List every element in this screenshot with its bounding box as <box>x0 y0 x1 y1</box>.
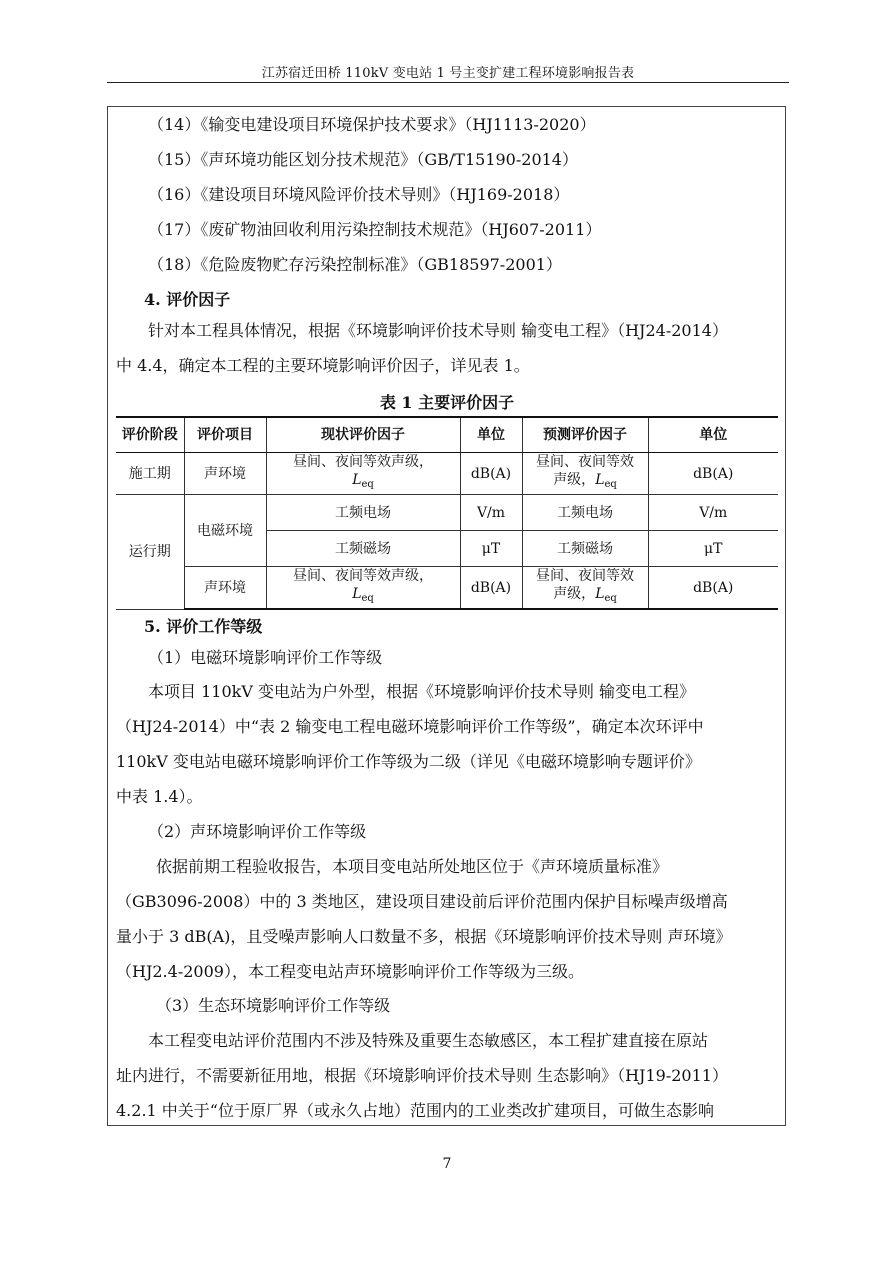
factor-text-2: 声级，$L_{eq}$ <box>553 586 617 604</box>
subsection-title: （1）电磁环境影响评价工作等级 <box>148 648 383 667</box>
factor-text: 昼间、夜间等效声级， <box>293 454 433 470</box>
paragraph-line: 依据前期工程验收报告，本项目变电站所处地区位于《声环境质量标准》 <box>156 857 669 876</box>
section-heading: 4. 评价因子 <box>144 290 231 309</box>
header-stage: 评价阶段 <box>116 417 184 453</box>
paragraph-line: 址内进行，不需要新征用地，根据《环境影响评价技术导则 生态影响》（HJ19-2011） <box>116 1066 728 1085</box>
header-item: 评价项目 <box>184 417 266 453</box>
cell-unit: μT <box>460 531 522 567</box>
cell-stage: 施工期 <box>116 453 184 495</box>
ref-item: （14）《输变电建设项目环境保护技术要求》（HJ1113-2020） <box>148 115 596 134</box>
header-unit: 单位 <box>460 417 522 453</box>
cell-predicted-factor <box>522 567 648 610</box>
table-row <box>116 453 778 495</box>
table-header-row <box>116 417 778 453</box>
subsection-title: （2）声环境影响评价工作等级 <box>148 822 367 841</box>
cell-predicted-factor: 工频磁场 <box>522 531 648 567</box>
table-row <box>116 567 778 610</box>
paragraph-line: 本工程变电站评价范围内不涉及特殊及重要生态敏感区，本工程扩建直接在原站 <box>148 1031 709 1050</box>
paragraph-line: 本项目 110kV 变电站为户外型，根据《环境影响评价技术导则 输变电工程》 <box>148 682 696 701</box>
header-predicted-factor: 预测评价因子 <box>522 417 648 453</box>
cell-unit-2: V/m <box>648 495 778 531</box>
leq-symbol: $L_{eq}$ <box>352 472 374 490</box>
cell-item: 声环境 <box>184 453 266 495</box>
page-number: 7 <box>442 1156 452 1172</box>
ref-item: （17）《废矿物油回收利用污染控制技术规范》（HJ607-2011） <box>148 220 602 239</box>
cell-unit: dB(A) <box>460 567 522 610</box>
header-current-factor: 现状评价因子 <box>266 417 460 453</box>
cell-unit-2: μT <box>648 531 778 567</box>
paragraph-line: 量小于 3 dB(A)，且受噪声影响人口数量不多，根据《环境影响评价技术导则 声环境》 <box>116 927 732 946</box>
paragraph-line: 4.2.1 中关于“位于原厂界（或永久占地）范围内的工业类改扩建项目，可做生态影响 <box>116 1101 714 1120</box>
page-header-title: 江苏宿迁田桥 110kV 变电站 1 号主变扩建工程环境影响报告表 <box>261 66 635 81</box>
ref-item: （16）《建设项目环境风险评价技术导则》（HJ169-2018） <box>148 185 570 204</box>
paragraph-line: （HJ24-2014）中“表 2 输变电工程电磁环境影响评价工作等级”，确定本次环评中 <box>116 717 704 736</box>
cell-predicted-factor <box>522 453 648 495</box>
cell-predicted-factor: 工频电场 <box>522 495 648 531</box>
header-unit-2: 单位 <box>648 417 778 453</box>
leq-symbol: $L_{eq}$ <box>352 586 374 604</box>
cell-unit-2: dB(A) <box>648 567 778 610</box>
cell-current-factor <box>266 567 460 610</box>
cell-item: 声环境 <box>184 567 266 610</box>
factor-text-2: 声级，$L_{eq}$ <box>553 472 617 490</box>
paragraph-line: 110kV 变电站电磁环境影响评价工作等级为二级（详见《电磁环境影响专题评价》 <box>116 752 701 771</box>
section-heading: 5. 评价工作等级 <box>144 617 263 636</box>
table-row <box>116 495 778 531</box>
paragraph-line: 针对本工程具体情况，根据《环境影响评价技术导则 输变电工程》（HJ24-2014） <box>148 321 728 340</box>
evaluation-factor-table <box>116 416 778 610</box>
header-rule <box>107 82 789 83</box>
cell-current-factor: 工频电场 <box>266 495 460 531</box>
ref-item: （18）《危险废物贮存污染控制标准》（GB18597-2001） <box>148 255 562 274</box>
factor-text: 昼间、夜间等效 <box>536 454 634 470</box>
factor-text: 昼间、夜间等效声级， <box>293 568 433 584</box>
factor-text: 昼间、夜间等效 <box>536 568 634 584</box>
cell-stage: 运行期 <box>116 495 184 610</box>
paragraph-line: 中 4.4，确定本工程的主要环境影响评价因子，详见表 1。 <box>116 356 530 375</box>
paragraph-line: （GB3096-2008）中的 3 类地区，建设项目建设前后评价范围内保护目标噪声级增高 <box>116 892 728 911</box>
cell-unit: V/m <box>460 495 522 531</box>
table-caption: 表 1 主要评价因子 <box>379 393 515 412</box>
ref-item: （15）《声环境功能区划分技术规范》（GB/T15190-2014） <box>148 150 578 169</box>
cell-current-factor: 工频磁场 <box>266 531 460 567</box>
cell-current-factor <box>266 453 460 495</box>
cell-unit: dB(A) <box>460 453 522 495</box>
cell-unit-2: dB(A) <box>648 453 778 495</box>
subsection-title: （3）生态环境影响评价工作等级 <box>156 996 391 1015</box>
paragraph-line: 中表 1.4）。 <box>116 787 203 806</box>
paragraph-line: （HJ2.4-2009），本工程变电站声环境影响评价工作等级为三级。 <box>116 962 584 981</box>
cell-item: 电磁环境 <box>184 495 266 567</box>
